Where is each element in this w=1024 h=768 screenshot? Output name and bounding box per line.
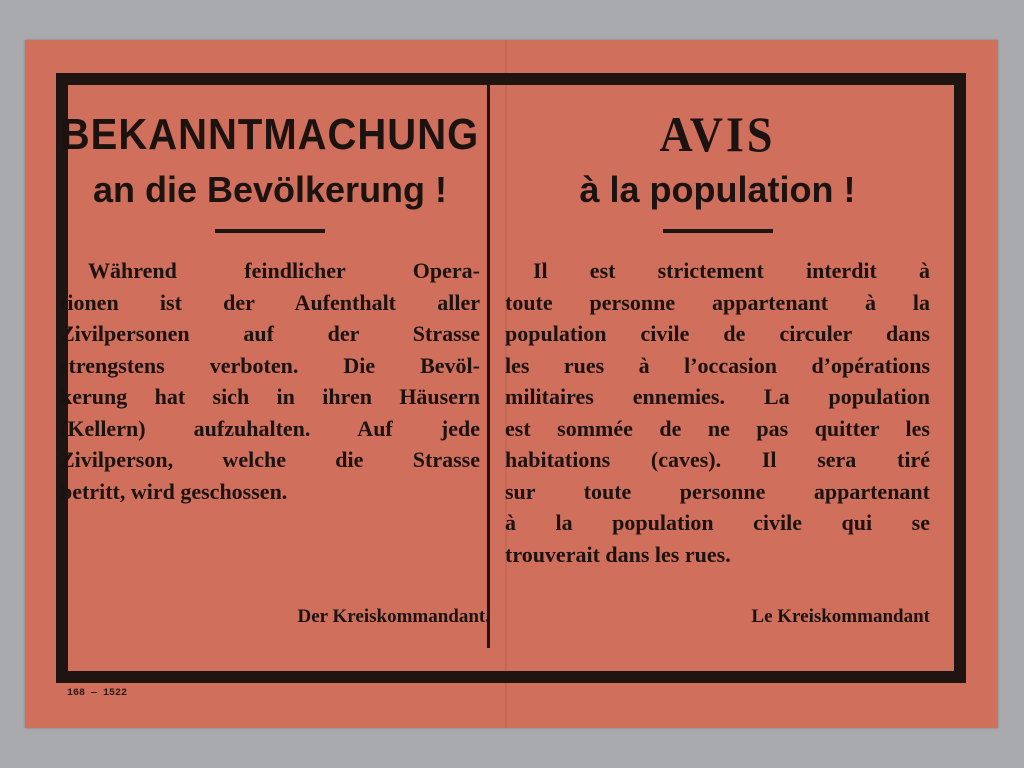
french-body-line: trouverait dans les rues.	[505, 541, 731, 567]
french-body-line: toute personne appartenant à la	[505, 289, 930, 315]
french-body-line: population civile de circuler dans	[505, 321, 930, 346]
french-body-line: à la population civile qui se	[505, 510, 930, 535]
german-subtitle: an die Bevölkerung !	[92, 169, 448, 210]
french-body-line: habitations (caves). Il sera tiré	[505, 447, 930, 472]
german-body-line: Während feindlicher Opera-	[88, 258, 480, 283]
french-body-line: militaires ennemies. La population	[505, 384, 930, 409]
german-body-line: Zivilperson, welche die Strasse	[60, 447, 480, 472]
french-body-line: est sommée de ne pas quitter les	[505, 415, 930, 441]
french-body	[505, 255, 930, 570]
french-heading-rule	[663, 229, 773, 233]
german-column	[60, 85, 490, 650]
german-body-line: strengstens verboten. Die Bevöl-	[60, 352, 480, 378]
french-column	[505, 85, 930, 650]
german-body-line: tionen ist der Aufenthalt aller	[60, 289, 480, 315]
german-signature: Der Kreiskommandant.	[297, 606, 490, 627]
french-signature: Le Kreiskommandant	[751, 606, 930, 627]
german-body-line: betritt, wird geschossen.	[60, 478, 288, 504]
german-body-line: kerung hat sich in ihren Häusern	[60, 384, 480, 409]
german-body	[60, 255, 480, 507]
french-body-line: sur toute personne appartenant	[505, 478, 930, 504]
french-subtitle: à la population !	[579, 169, 856, 210]
german-body-line: Zivilpersonen auf der Strasse	[60, 321, 480, 346]
french-body-line: Il est strictement interdit à	[533, 258, 930, 283]
column-divider	[487, 85, 490, 648]
print-code: 168 — 1522	[67, 688, 128, 699]
french-body-line: les rues à l’occasion d’opérations	[505, 352, 930, 378]
french-title: AVIS	[659, 106, 776, 162]
german-heading-rule	[215, 229, 325, 233]
german-title: BEKANNTMACHUNG	[60, 111, 480, 159]
german-body-line: (Kellern) aufzuhalten. Auf jede	[60, 415, 480, 441]
